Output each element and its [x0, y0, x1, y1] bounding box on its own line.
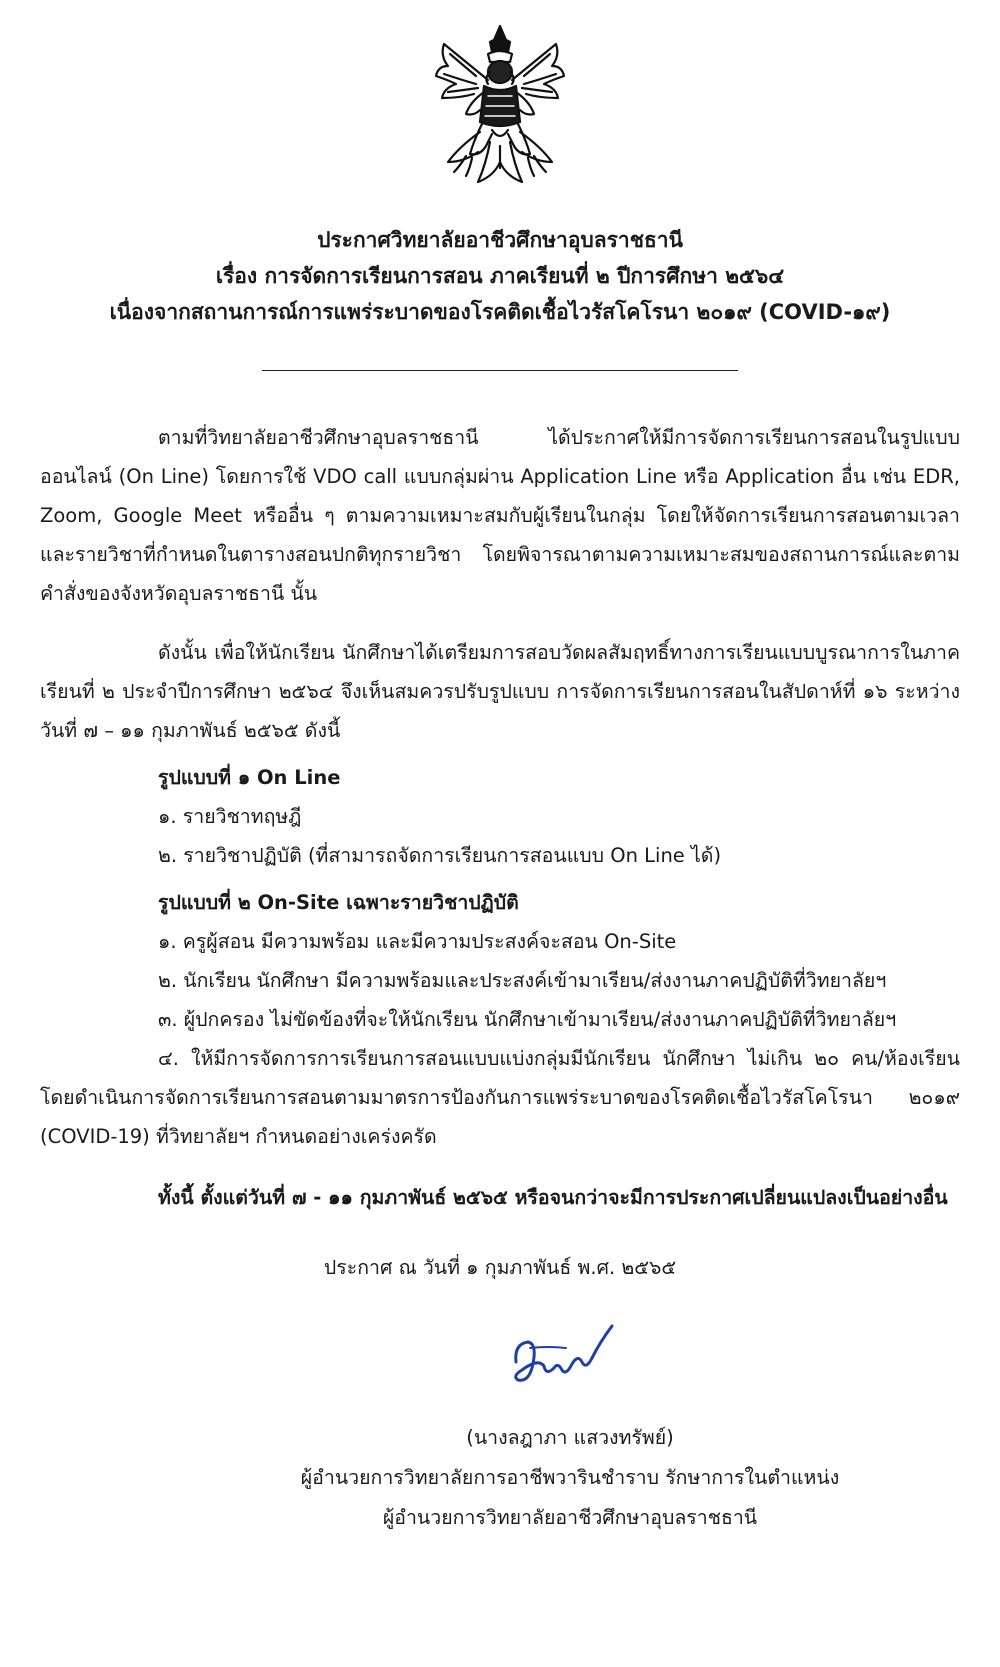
- paragraph-1: ตามที่วิทยาลัยอาชีวศึกษาอุบลราชธานี ได้ประกาศให้มีการจัดการเรียนการสอนในรูปแบบออนไลน์ (On Line) โดยการใช้ VDO call แบบกลุ่มผ่าน Application Line หรือ Application อื่น เช่น EDR, Zoom, Google Meet หรืออื่น ๆ ตามความเหมาะสมกับผู้เรียนในกลุ่ม โดยให้จัดการเรียนการสอนตามเวลาและรายวิชาที่กำหนดในตารางสอนปกติทุกรายวิชา โดยพิจารณาตามความเหมาะสมของสถานการณ์และตามคำสั่งของจังหวัดอุบลราชธานี นั้น: [40, 426, 960, 605]
- document-body: [40, 418, 960, 1217]
- signer-name: (นางลฎาภา แสวงทรัพย์): [466, 1426, 674, 1449]
- format-2-item: ๑. ครูผู้สอน มีความพร้อม และมีความประสงค์จะสอน On-Site: [158, 930, 677, 953]
- signer-position-1: ผู้อำนวยการวิทยาลัยการอาชีพวารินชำราบ รักษาการในตำแหน่ง: [300, 1466, 840, 1489]
- announcement-date: ประกาศ ณ วันที่ ๑ กุมภาพันธ์ พ.ศ. ๒๕๖๕: [323, 1256, 677, 1279]
- format-2-item: ๒. นักเรียน นักศึกษา มีความพร้อมและประสงค์เข้ามาเรียน/ส่งงานภาคปฏิบัติที่วิทยาลัยฯ: [158, 969, 887, 992]
- paragraph-2: ดังนั้น เพื่อให้นักเรียน นักศึกษาได้เตรียมการสอบวัดผลสัมฤทธิ์ทางการเรียนแบบบูรณาการในภาคเรียนที่ ๒ ประจำปีการศึกษา ๒๕๖๔ จึงเห็นสมควรปรับรูปแบบ การจัดการเรียนการสอนในสัปดาห์ที่ ๑๖ ระหว่างวันที่ ๗ – ๑๑ กุมภาพันธ์ ๒๕๖๕ ดังนี้: [40, 641, 960, 742]
- format-2-item: ๓. ผู้ปกครอง ไม่ขัดข้องที่จะให้นักเรียน นักศึกษาเข้ามาเรียน/ส่งงานภาคปฏิบัติที่วิทยาลัยฯ: [158, 1008, 897, 1031]
- format-1-item: ๑. รายวิชาทฤษฎี: [158, 805, 302, 828]
- format-2-section: [158, 883, 960, 1039]
- format-2-heading: รูปแบบที่ ๒ On-Site เฉพาะรายวิชาปฏิบัติ: [158, 891, 519, 914]
- title-divider: [262, 370, 738, 371]
- signer-position-2: ผู้อำนวยการวิทยาลัยอาชีวศึกษาอุบลราชธานี: [382, 1506, 758, 1529]
- format-1-section: [158, 758, 960, 875]
- title-line-2: เรื่อง การจัดการเรียนการสอน ภาคเรียนที่ ๒ ปีการศึกษา ๒๕๖๔: [215, 264, 785, 288]
- format-2-item-4: ๔. ให้มีการจัดการการเรียนการสอนแบบแบ่งกลุ่มมีนักเรียน นักศึกษา ไม่เกิน ๒๐ คน/ห้องเรียน โดยดำเนินการจัดการเรียนการสอนตามมาตรการป้องกันการแพร่ระบาดของโรคติดเชื้อไวรัสโคโรนา ๒๐๑๙ (COVID-19) ที่วิทยาลัยฯ กำหนดอย่างเคร่งครัด: [40, 1047, 960, 1148]
- garuda-emblem-icon: [430, 22, 570, 192]
- title-line-1: ประกาศวิทยาลัยอาชีวศึกษาอุบลราชธานี: [317, 228, 683, 252]
- document-title: [40, 222, 960, 330]
- closing-statement: ทั้งนี้ ตั้งแต่วันที่ ๗ - ๑๑ กุมภาพันธ์ ๒๕๖๕ หรือจนกว่าจะมีการประกาศเปลี่ยนแปลงเป็นอย่างอื่น: [158, 1186, 948, 1209]
- handwritten-signature-icon: [508, 1318, 618, 1398]
- format-1-item: ๒. รายวิชาปฏิบัติ (ที่สามารถจัดการเรียนการสอนแบบ On Line ได้): [158, 844, 722, 867]
- title-line-3: เนื่องจากสถานการณ์การแพร่ระบาดของโรคติดเชื้อไวรัสโคโรนา ๒๐๑๙ (COVID-๑๙): [109, 300, 891, 324]
- format-1-heading: รูปแบบที่ ๑ On Line: [158, 766, 341, 789]
- signer-block: [300, 1418, 840, 1538]
